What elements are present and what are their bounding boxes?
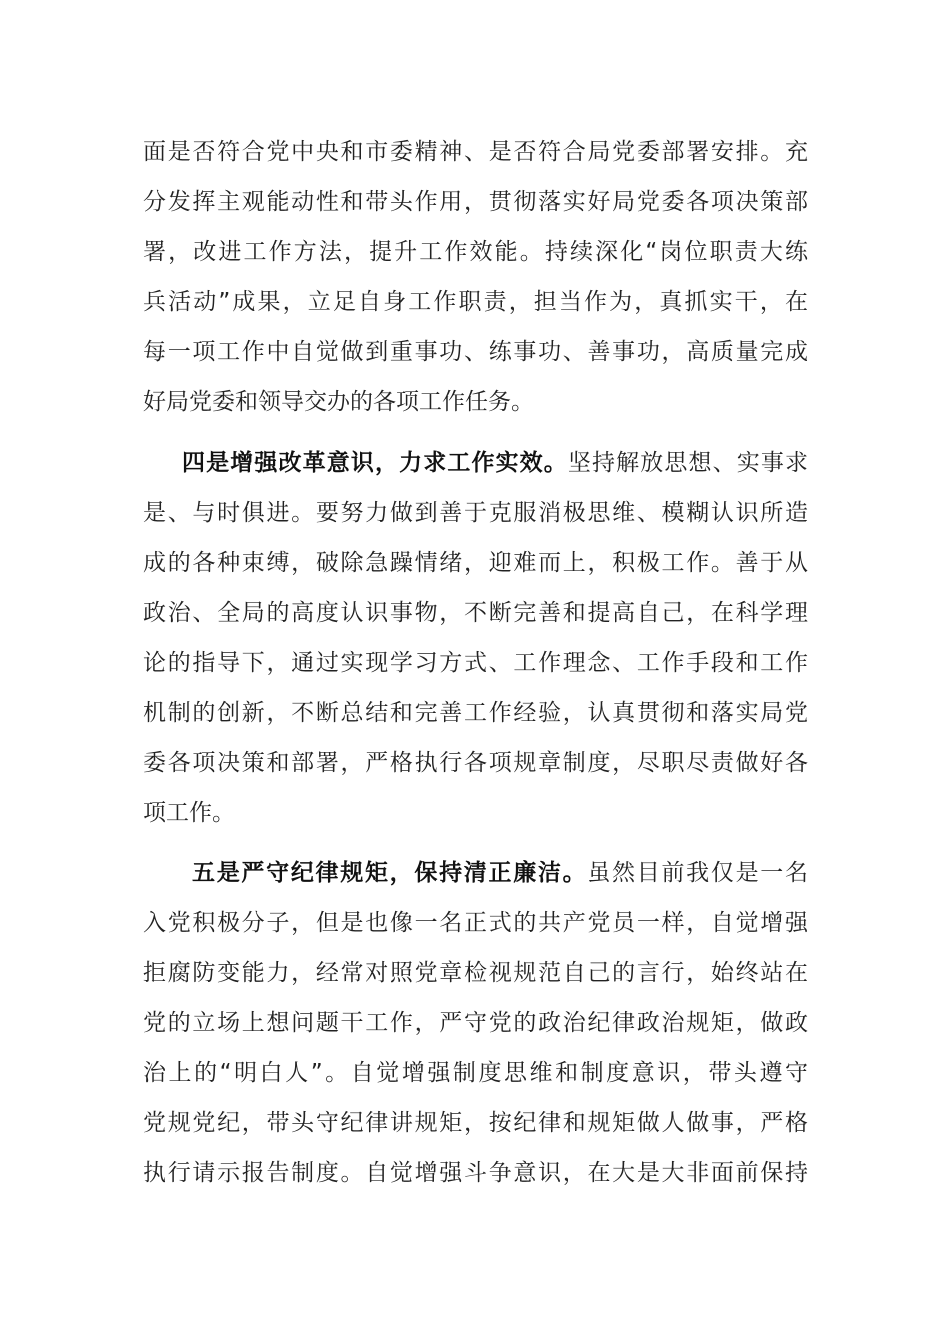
paragraph-3-line-7: 执行请示报告制度。自觉增强斗争意识，在大是大非面前保持 [143, 1160, 808, 1186]
paragraph-3-line-4: 党的立场上想问题干工作，严守党的政治纪律政治规矩，做政 [143, 1010, 808, 1036]
paragraph-3-line-1-rest: 虽然目前我仅是一名 [587, 860, 809, 886]
paragraph-1-line-4: 兵活动”成果，立足自身工作职责，担当作为，真抓实干，在 [143, 289, 808, 315]
paragraph-1-line-2: 分发挥主观能动性和带头作用，贯彻落实好局党委各项决策部 [143, 189, 808, 215]
paragraph-1-line-1: 面是否符合党中央和市委精神、是否符合局党委部署安排。充 [143, 139, 808, 165]
paragraph-3-line-6: 党规党纪，带头守纪律讲规矩，按纪律和规矩做人做事，严格 [143, 1110, 808, 1136]
paragraph-2-line-4: 政治、全局的高度认识事物，不断完善和提高自己，在科学理 [143, 600, 808, 626]
paragraph-3-line-2: 入党积极分子，但是也像一名正式的共产党员一样，自觉增强 [143, 910, 808, 936]
paragraph-2-line-1 [182, 446, 808, 480]
paragraph-3-line-5: 治上的“明白人”。自觉增强制度思维和制度意识，带头遵守 [143, 1060, 808, 1086]
paragraph-1-line-3: 署，改进工作方法，提升工作效能。持续深化“岗位职责大练 [143, 239, 808, 265]
paragraph-2-line-5: 论的指导下，通过实现学习方式、工作理念、工作手段和工作 [143, 650, 808, 676]
paragraph-3-line-1 [192, 856, 808, 890]
paragraph-2-line-6: 机制的创新，不断总结和完善工作经验，认真贯彻和落实局党 [143, 700, 808, 726]
paragraph-2-heading: 四是增强改革意识，力求工作实效。 [182, 450, 568, 476]
paragraph-1-line-6: 好局党委和领导交办的各项工作任务。 [143, 389, 534, 415]
paragraph-3-line-3: 拒腐防变能力，经常对照党章检视规范自己的言行，始终站在 [143, 960, 808, 986]
paragraph-2-line-7: 委各项决策和部署，严格执行各项规章制度，尽职尽责做好各 [143, 750, 808, 776]
paragraph-2-line-3: 成的各种束缚，破除急躁情绪，迎难而上，积极工作。善于从 [143, 550, 808, 576]
paragraph-3-heading: 五是严守纪律规矩，保持清正廉洁。 [192, 860, 588, 886]
paragraph-1-line-5: 每一项工作中自觉做到重事功、练事功、善事功，高质量完成 [143, 339, 808, 365]
paragraph-2-line-2: 是、与时俱进。要努力做到善于克服消极思维、模糊认识所造 [143, 500, 808, 526]
paragraph-2-line-8: 项工作。 [143, 800, 235, 826]
paragraph-2-line-1-rest: 坚持解放思想、实事求 [567, 450, 809, 476]
